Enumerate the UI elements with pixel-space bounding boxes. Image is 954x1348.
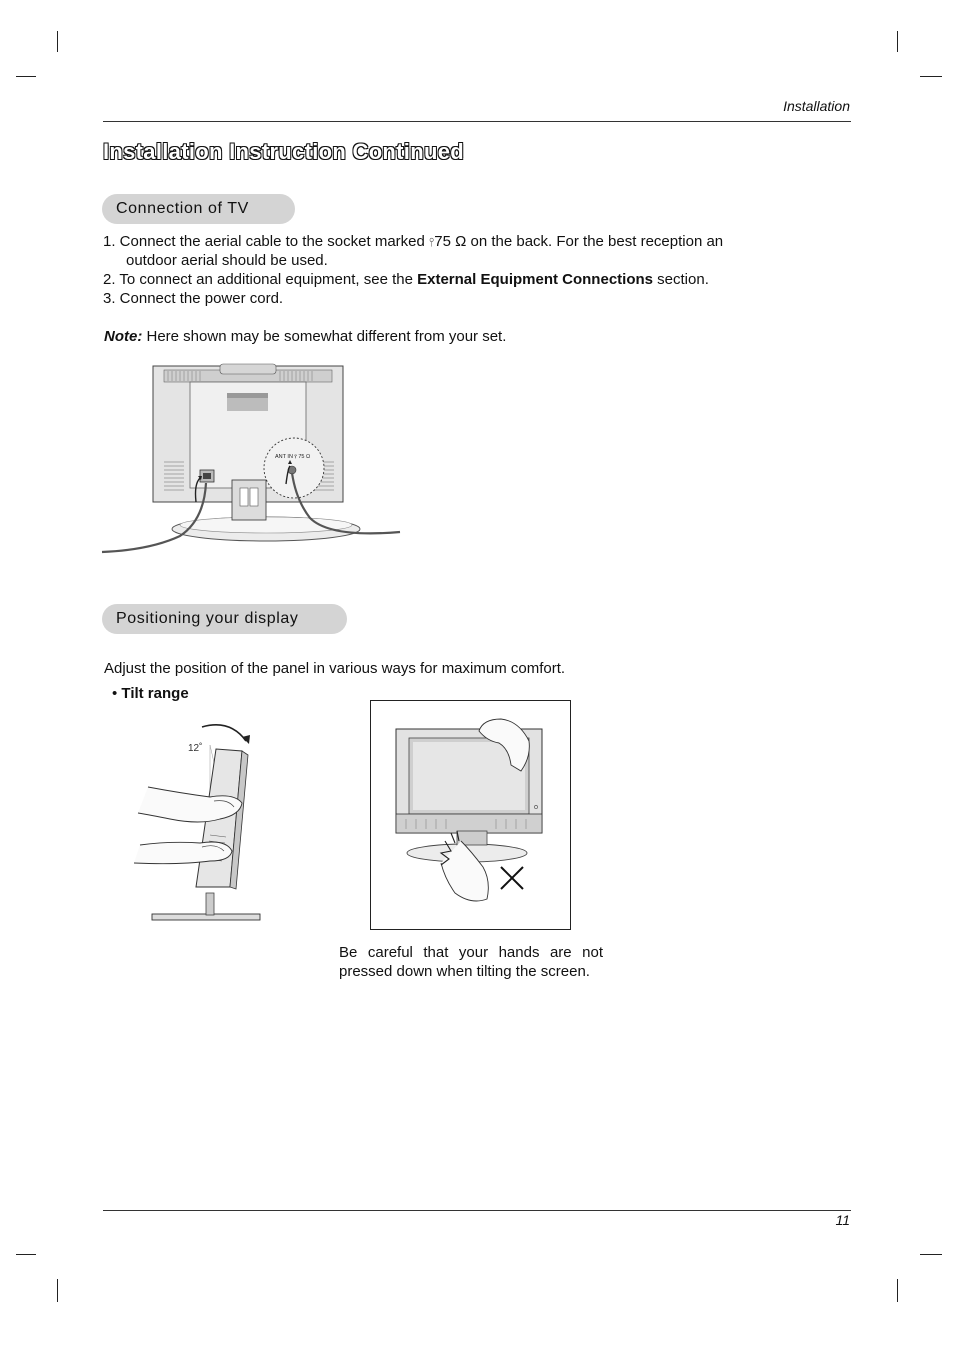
section-heading-positioning: Positioning your display <box>102 604 347 634</box>
antenna-icon: ⫯ <box>429 235 435 249</box>
footer-rule <box>103 1210 851 1211</box>
hand-pinch-warning-illustration <box>371 701 570 929</box>
crop-mark <box>16 1254 36 1255</box>
note: Note: Here shown may be somewhat different from your set. <box>104 328 507 345</box>
crop-mark <box>897 1279 898 1302</box>
step-1-continued: outdoor aerial should be used. <box>126 252 328 269</box>
step-1: 1. Connect the aerial cable to the socket marked ⫯75 Ω on the back. For the best reception an <box>103 233 724 250</box>
crop-mark <box>57 31 58 52</box>
step-3: 3. Connect the power cord. <box>103 290 284 307</box>
step-2: 2. To connect an additional equipment, see the External Equipment Connections section. <box>103 271 709 288</box>
crop-mark <box>57 1279 58 1302</box>
positioning-intro: Adjust the position of the panel in various ways for maximum comfort. <box>104 660 566 677</box>
tv-rear-connection-illustration <box>100 360 410 560</box>
cross-reference: External Equipment Connections <box>417 271 653 288</box>
tilt-range-illustration <box>130 715 270 927</box>
header-rule <box>103 121 851 122</box>
section-heading-connection: Connection of TV <box>102 194 295 224</box>
page-number: 11 <box>835 1212 850 1228</box>
tilt-angle-label: 12˚ <box>188 743 203 754</box>
warning-caption: Be careful that your hands are not pressed down when tilting the screen. <box>339 944 603 980</box>
crop-mark <box>16 76 36 77</box>
crop-mark <box>920 76 942 77</box>
tilt-range-bullet: • Tilt range <box>112 685 189 702</box>
ant-in-label: ANT IN ⫯ 75 Ω <box>275 454 311 460</box>
running-header: Installation <box>783 98 850 114</box>
page-title: Installation Instruction Continued <box>103 139 464 164</box>
crop-mark <box>897 31 898 52</box>
crop-mark <box>920 1254 942 1255</box>
